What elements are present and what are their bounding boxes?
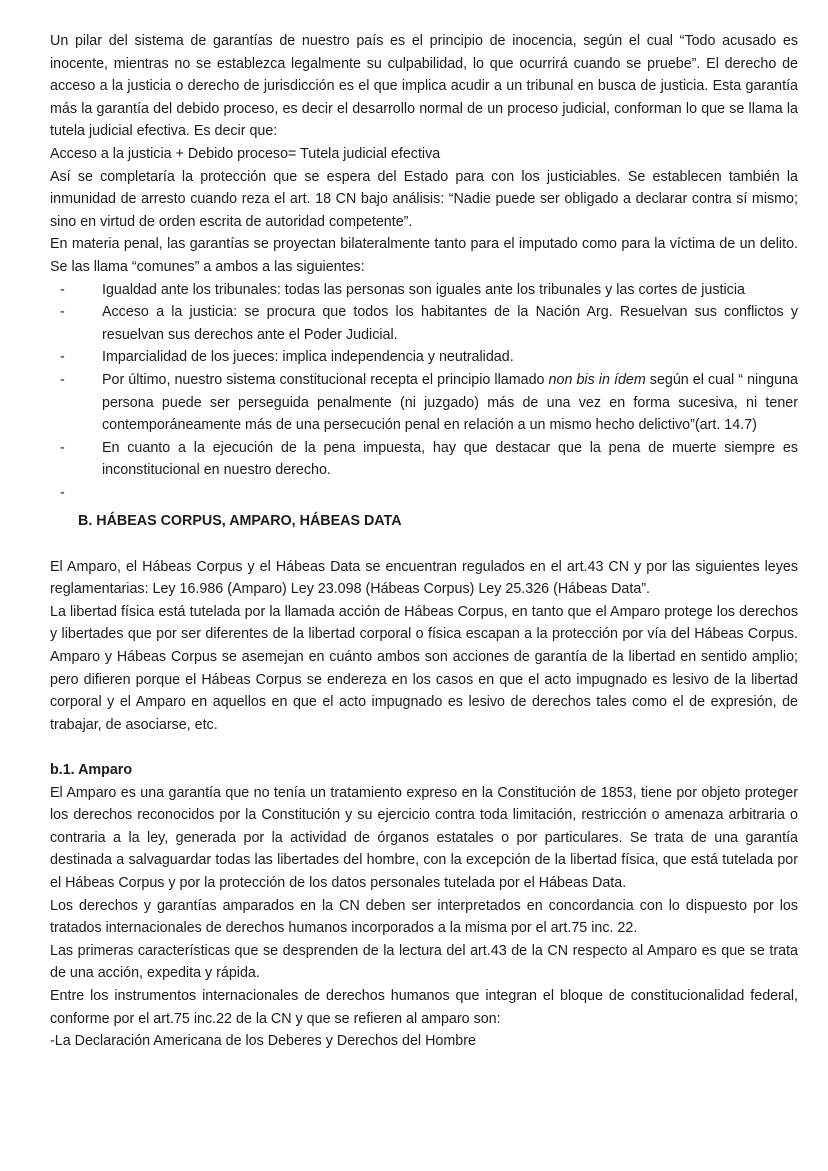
list-item-text: Igualdad ante los tribunales: todas las personas son iguales ante los tribunales y las cortes de justicia [102, 281, 745, 298]
list-item [50, 346, 798, 369]
dash-bullet: - [60, 371, 65, 388]
section-b1-paragraph-2: Los derechos y garantías amparados en la CN deben ser interpretados en concordancia con lo dispuesto por los tratados internacionales de derechos humanos incorporados a la misma por el art.75 inc. 22. [50, 897, 798, 937]
list-item-text [102, 372, 798, 433]
document-page [50, 30, 798, 1053]
list-item-text: Imparcialidad de los jueces: implica independencia y neutralidad. [102, 349, 514, 366]
section-b-paragraph-2: La libertad física está tutelada por la llamada acción de Hábeas Corpus, en tanto que el Amparo protege los derechos y libertades que por ser diferentes de la libertad corporal o física escapan a la protección por vía del Hábeas Corpus. Amparo y Hábeas Corpus se asemejan en cuánto ambos son acciones de garantía de la libertad en sentido amplio; pero difieren porque el Hábeas Corpus se endereza en los casos en que el acto impugnado es lesivo de la libertad corporal y el Amparo en aquellos en que el acto impugnado es lesivo de derechos tales como el de expresión, de trabajar, de asociarse, etc. [50, 603, 798, 733]
dash-bullet: - [60, 304, 65, 321]
list-item [50, 437, 798, 482]
list-item [50, 279, 798, 302]
list-item-text: En cuanto a la ejecución de la pena impuesta, hay que destacar que la pena de muerte siempre es inconstitucional en nuestro derecho. [102, 439, 798, 479]
section-b1-paragraph-1: El Amparo es una garantía que no tenía un tratamiento expreso en la Constitución de 1853, tiene por objeto proteger los derechos reconocidos por la Constitución y su ejercicio contra toda limitación, restricción o amenaza arbitraria o contraria a la ley, generada por la actividad de órganos estatales o por particulares. Se trata de una garantía destinada a salvaguardar todas las libertades del hombre, con la excepción de la libertad física, que está tutelada por el Hábeas Corpus y por la protección de los datos personales tutelada por el Hábeas Data. [50, 784, 798, 891]
spacer [50, 736, 798, 759]
list-item-text: Acceso a la justicia: se procura que todos los habitantes de la Nación Arg. Resuelvan sus conflictos y resuelvan sus derechos ante el Poder Judicial. [102, 304, 798, 343]
empty-list-item [50, 482, 798, 505]
intro-paragraph-2: Así se completaría la protección que se espera del Estado para con los justiciables. Se establecen también la inmunidad de arresto cuando reza el art. 18 CN bajo análisis: “Nadie puede ser obligado a declarar contra sí mismo; sino en virtud de orden escrita de autoridad competente”. [50, 168, 798, 230]
intro-paragraph-1: Un pilar del sistema de garantías de nuestro país es el principio de inocencia, según el cual “Todo acusado es inocente, mientras no se establezca legalmente su culpabilidad, lo que ocurrirá cuando se pruebe”. El derecho de acceso a la justicia o derecho de jurisdicción es el que implica acudir a un tribunal en busca de justicia. Esta garantía más la garantía del debido proceso, es decir el desarrollo normal de un proceso judicial, conforman lo que se llama la tutela judicial efectiva. Es decir que: [50, 33, 798, 140]
list-item [50, 301, 798, 346]
dash-bullet: - [60, 484, 65, 501]
section-b-heading: B. HÁBEAS CORPUS, AMPARO, HÁBEAS DATA [78, 513, 402, 530]
guarantees-list [50, 279, 798, 505]
section-b1-paragraph-5: -La Declaración Americana de los Deberes y Derechos del Hombre [50, 1033, 476, 1050]
dash-bullet: - [60, 281, 65, 298]
list-item-text-part: según el cual “ ninguna persona puede ser perseguida penalmente (ni juzgado) más de una vez en forma sucesiva, ni tener contemporáneamente más de una persecución penal en relación a un mismo hecho delictivo”(art. 14.7) [102, 371, 798, 434]
section-b1-heading: b.1. Amparo [50, 762, 133, 778]
dash-bullet: - [60, 439, 65, 456]
section-b-paragraph-1: El Amparo, el Hábeas Corpus y el Hábeas Data se encuentran regulados en el art.43 CN y por las siguientes leyes reglamentarias: Ley 16.986 (Amparo) Ley 23.098 (Hábeas Corpus) Ley 25.326 (Hábeas Data”. [50, 558, 798, 598]
intro-paragraph-3: En materia penal, las garantías se proyectan bilateralmente tanto para el imputado como para la víctima de un delito. Se las llama “comunes” a ambos a las siguientes: [50, 236, 798, 275]
list-item-text-part: Por último, nuestro sistema constitucional recepta el principio llamado [102, 371, 549, 388]
list-item [50, 369, 798, 437]
section-b1-paragraph-4: Entre los instrumentos internacionales de derechos humanos que integran el bloque de constitucionalidad federal, conforme por el art.75 inc.22 de la CN y que se refieren al amparo son: [50, 987, 798, 1027]
section-b1-paragraph-3: Las primeras características que se desprenden de la lectura del art.43 de la CN respecto al Amparo es que se trata de una acción, expedita y rápida. [50, 942, 798, 982]
spacer [50, 533, 798, 556]
dash-bullet: - [60, 349, 65, 366]
formula-line: Acceso a la justicia + Debido proceso= Tutela judicial efectiva [50, 145, 441, 162]
latin-phrase: non bis in ídem [548, 371, 646, 388]
